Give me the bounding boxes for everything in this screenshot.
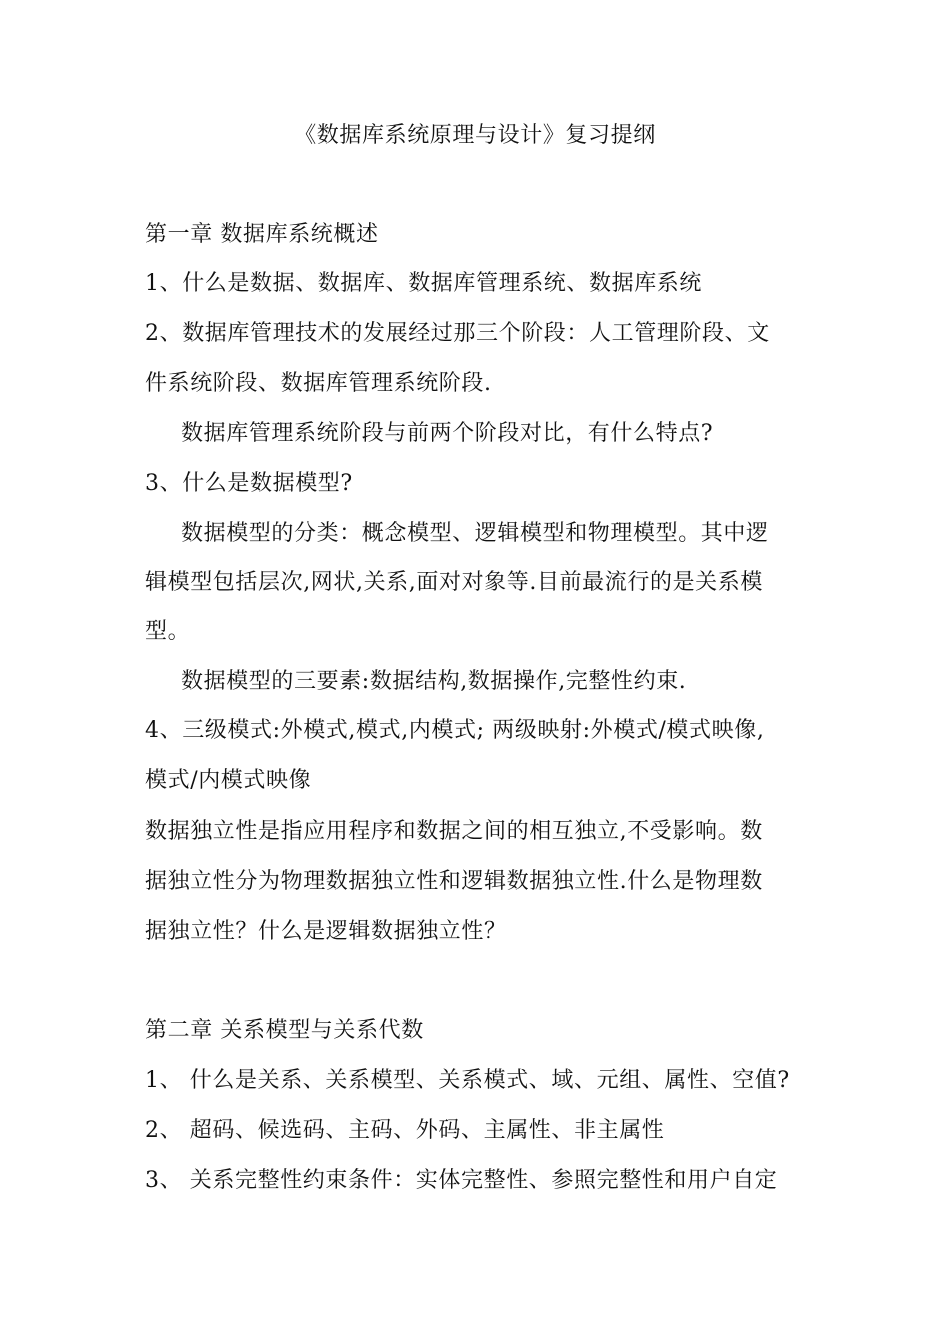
chapter-1-line-11: 模式/内模式映像 [145, 768, 312, 793]
chapter-1-line-8: 型。 [145, 619, 191, 644]
chapter-1-line-7: 辑模型包括层次,网状,关系,面对对象等.目前最流行的是关系模 [145, 570, 763, 595]
chapter-1-line-14: 据独立性？什么是逻辑数据独立性？ [145, 919, 507, 944]
chapter-1-line-9: 数据模型的三要素:数据结构,数据操作,完整性约束. [181, 669, 687, 694]
chapter-1-line-10: 4、三级模式:外模式,模式,内模式; 两级映射:外模式/模式映像, [145, 718, 765, 743]
chapter-1-line-1: 1、什么是数据、数据库、数据库管理系统、数据库系统 [145, 271, 702, 296]
chapter-2-line-1: 1、 什么是关系、关系模型、关系模式、域、元组、属性、空值? [145, 1068, 790, 1093]
chapter-2-line-2: 2、 超码、候选码、主码、外码、主属性、非主属性 [145, 1118, 665, 1143]
chapter-1-line-12: 数据独立性是指应用程序和数据之间的相互独立,不受影响。数 [145, 819, 763, 844]
chapter-1-line-13: 据独立性分为物理数据独立性和逻辑数据独立性.什么是物理数 [145, 869, 763, 894]
chapter-2-line-3: 3、 关系完整性约束条件：实体完整性、参照完整性和用户自定 [145, 1168, 778, 1193]
chapter-1-line-5: 3、什么是数据模型? [145, 471, 353, 496]
document-title: 《数据库系统原理与设计》复习提纲 [294, 123, 656, 148]
chapter-1-heading: 第一章 数据库系统概述 [145, 222, 379, 247]
chapter-1-line-6: 数据模型的分类：概念模型、逻辑模型和物理模型。其中逻 [181, 521, 769, 546]
chapter-1-line-2: 2、数据库管理技术的发展经过那三个阶段：人工管理阶段、文 [145, 321, 770, 346]
chapter-1-line-3: 件系统阶段、数据库管理系统阶段. [145, 371, 492, 396]
chapter-1-line-4: 数据库管理系统阶段与前两个阶段对比，有什么特点? [181, 421, 714, 446]
chapter-2-heading: 第二章 关系模型与关系代数 [145, 1018, 424, 1043]
